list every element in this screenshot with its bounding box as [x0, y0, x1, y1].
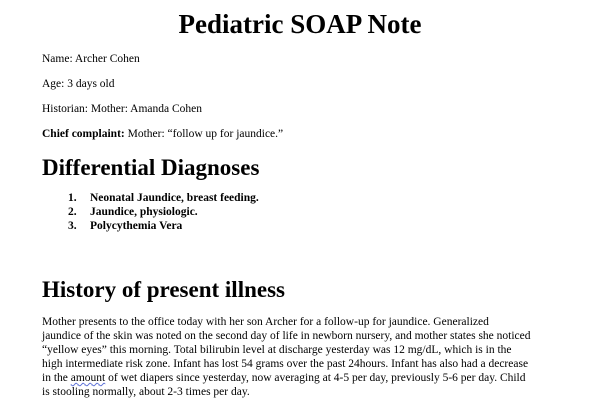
history-line: “yellow eyes” this morning. Total bilirubin level at discharge yesterday was 12 mg/dL, which is in the — [42, 344, 512, 356]
chief-complaint-label: Chief complaint: — [42, 128, 125, 140]
history-line: is stooling normally, about 2-3 times per day. — [42, 386, 250, 398]
differential-diagnoses-heading: Differential Diagnoses — [42, 155, 260, 180]
list-item — [68, 219, 259, 233]
spellcheck-underlined-word[interactable]: amount — [70, 372, 106, 384]
history-text: of wet diapers since yesterday, now averaging at 4-5 per day, previously 5-6 per day. Child — [105, 372, 526, 384]
list-item-number: 1. — [68, 192, 77, 204]
history-paragraph — [42, 315, 562, 399]
chief-complaint — [42, 127, 283, 141]
list-item-number: 2. — [68, 206, 77, 218]
historian: Historian: Mother: Amanda Cohen — [42, 103, 203, 115]
patient-name: Name: Archer Cohen — [42, 53, 140, 65]
list-item-number: 3. — [68, 220, 77, 232]
document-title: Pediatric SOAP Note — [178, 9, 422, 39]
list-item-text: Neonatal Jaundice, breast feeding. — [90, 192, 259, 204]
list-item-text: Polycythemia Vera — [90, 220, 183, 232]
patient-age: Age: 3 days old — [42, 78, 115, 90]
history-text: in the — [42, 372, 71, 384]
history-line: high intermediate risk zone. Infant has lost 54 grams over the past 24hours. Infant has also had a decrease — [42, 358, 529, 370]
list-item — [68, 191, 259, 205]
list-item — [68, 205, 259, 219]
list-item-text: Jaundice, physiologic. — [90, 206, 198, 218]
history-line: Mother presents to the office today with her son Archer for a follow-up for jaundice. Generalized — [42, 316, 489, 328]
history-heading: History of present illness — [42, 277, 285, 302]
chief-complaint-text: Mother: “follow up for jaundice.” — [124, 128, 284, 140]
differential-diagnoses-list — [68, 191, 259, 233]
history-line: jaundice of the skin was noted on the second day of life in newborn nursery, and mother states she noticed — [42, 330, 531, 342]
history-line — [42, 371, 562, 385]
